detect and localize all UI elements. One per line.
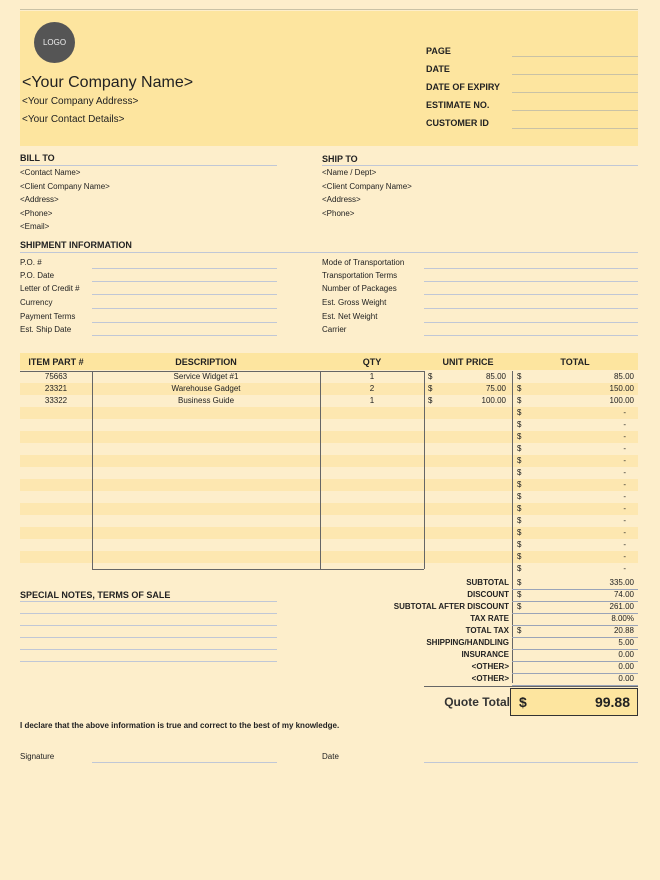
- shipment-input[interactable]: [92, 335, 277, 336]
- totals-value: 0.00: [618, 674, 634, 683]
- notes-line-3[interactable]: [20, 625, 277, 626]
- totals-value: 0.00: [618, 650, 634, 659]
- item-total: -: [623, 456, 626, 465]
- field-page-input[interactable]: [512, 56, 638, 57]
- item-price-currency: $: [428, 384, 433, 393]
- bill-to-title: BILL TO: [20, 153, 55, 163]
- item-total-currency: $: [517, 468, 522, 477]
- col-unit-price: UNIT PRICE: [442, 357, 494, 367]
- totals-label: TOTAL TAX: [465, 626, 509, 635]
- field-customer-input[interactable]: [512, 128, 638, 129]
- ship-to-title: SHIP TO: [322, 154, 358, 164]
- item-total: -: [623, 564, 626, 573]
- item-unit-price: 75.00: [485, 384, 506, 393]
- logo-placeholder: LOGO: [34, 22, 75, 63]
- totals-value: 335.00: [609, 578, 634, 587]
- table-bottom-rule: [92, 569, 424, 570]
- totals-value: 261.00: [609, 602, 634, 611]
- item-total-currency: $: [517, 384, 522, 393]
- item-total: -: [623, 504, 626, 513]
- item-part: 33322: [44, 396, 68, 405]
- item-total-currency: $: [517, 372, 522, 381]
- ship-to-phone: <Phone>: [322, 209, 355, 218]
- item-unit-price: 85.00: [485, 372, 506, 381]
- item-total-currency: $: [517, 480, 522, 489]
- item-qty: 1: [369, 372, 375, 381]
- quote-total-top-rule: [424, 686, 638, 687]
- table-top-rule: [20, 371, 424, 372]
- item-total: -: [623, 480, 626, 489]
- shipment-label: Letter of Credit #: [20, 284, 80, 293]
- item-total-currency: $: [517, 564, 522, 573]
- column-divider: [320, 371, 321, 569]
- item-part: 75663: [44, 372, 68, 381]
- item-total: -: [623, 552, 626, 561]
- col-part: ITEM PART #: [28, 357, 84, 367]
- field-estimate-label: ESTIMATE NO.: [426, 100, 490, 110]
- bill-to-phone: <Phone>: [20, 209, 53, 218]
- item-total: -: [623, 516, 626, 525]
- shipment-input[interactable]: [424, 294, 638, 295]
- totals-label: DISCOUNT: [467, 590, 509, 599]
- totals-label: <OTHER>: [471, 662, 509, 671]
- shipment-title: SHIPMENT INFORMATION: [20, 240, 132, 250]
- totals-currency: $: [517, 578, 522, 587]
- company-address: <Your Company Address>: [22, 96, 139, 107]
- field-estimate-input[interactable]: [512, 110, 638, 111]
- notes-line-4[interactable]: [20, 637, 277, 638]
- totals-currency: $: [517, 590, 522, 599]
- totals-label: SUBTOTAL: [466, 578, 509, 587]
- col-description: DESCRIPTION: [175, 357, 237, 367]
- item-price-currency: $: [428, 396, 433, 405]
- item-description: Service Widget #1: [173, 372, 239, 381]
- totals-currency: $: [517, 626, 522, 635]
- item-qty: 2: [369, 384, 375, 393]
- notes-line-2[interactable]: [20, 613, 277, 614]
- shipment-input[interactable]: [92, 281, 277, 282]
- shipment-label: P.O. Date: [20, 271, 55, 280]
- item-total: 85.00: [613, 372, 634, 381]
- totals-label: <OTHER>: [471, 674, 509, 683]
- date-line[interactable]: [424, 762, 638, 763]
- item-total-currency: $: [517, 492, 522, 501]
- col-total: TOTAL: [560, 357, 590, 367]
- ship-to-address: <Address>: [322, 195, 361, 204]
- table-header: [20, 353, 638, 370]
- table-row: [20, 407, 638, 419]
- item-total: -: [623, 408, 626, 417]
- notes-line-5[interactable]: [20, 649, 277, 650]
- shipment-label: Carrier: [322, 325, 347, 334]
- item-total-currency: $: [517, 456, 522, 465]
- item-total: -: [623, 492, 626, 501]
- bill-to-address: <Address>: [20, 195, 59, 204]
- quote-total-currency: $: [519, 694, 527, 710]
- table-row: [20, 443, 638, 455]
- field-customer-label: CUSTOMER ID: [426, 118, 489, 128]
- shipment-input[interactable]: [424, 281, 638, 282]
- table-row: [20, 467, 638, 479]
- item-qty: 1: [369, 396, 375, 405]
- shipment-label: Payment Terms: [20, 312, 76, 321]
- field-date-label: DATE: [426, 64, 450, 74]
- table-row: [20, 383, 638, 395]
- col-qty: QTY: [362, 357, 382, 367]
- quote-total-value: 99.88: [594, 694, 630, 710]
- table-row: [20, 395, 638, 407]
- item-total-currency: $: [517, 552, 522, 561]
- bill-to-contact: <Contact Name>: [20, 168, 81, 177]
- shipment-input[interactable]: [424, 322, 638, 323]
- item-total: 150.00: [609, 384, 634, 393]
- item-total-currency: $: [517, 540, 522, 549]
- shipment-input[interactable]: [92, 308, 277, 309]
- item-total-currency: $: [517, 408, 522, 417]
- table-row: [20, 515, 638, 527]
- totals-label: SUBTOTAL AFTER DISCOUNT: [393, 602, 509, 611]
- line-items: [20, 371, 638, 579]
- shipment-input[interactable]: [424, 268, 638, 269]
- item-total-currency: $: [517, 432, 522, 441]
- table-row: [20, 455, 638, 467]
- table-row: [20, 491, 638, 503]
- field-date-input[interactable]: [512, 74, 638, 75]
- table-row: [20, 371, 638, 383]
- item-description: Business Guide: [177, 396, 235, 405]
- shipment-label: Transportation Terms: [322, 271, 398, 280]
- item-total-currency: $: [517, 516, 522, 525]
- field-page-label: PAGE: [426, 46, 451, 56]
- bill-to-rule: [20, 165, 277, 166]
- field-expiry-input[interactable]: [512, 92, 638, 93]
- shipment-input[interactable]: [424, 308, 638, 309]
- shipment-input[interactable]: [92, 294, 277, 295]
- totals-value: 74.00: [613, 590, 634, 599]
- item-total: -: [623, 432, 626, 441]
- notes-line-1[interactable]: [20, 601, 277, 602]
- totals-value: 20.88: [613, 626, 634, 635]
- item-price-currency: $: [428, 372, 433, 381]
- signature-label: Signature: [20, 752, 55, 761]
- shipment-label: Mode of Transportation: [322, 258, 405, 267]
- shipment-input[interactable]: [424, 335, 638, 336]
- quote-total-label: Quote Total: [444, 695, 510, 709]
- table-row: [20, 431, 638, 443]
- table-row: [20, 479, 638, 491]
- shipment-label: Est. Ship Date: [20, 325, 72, 334]
- table-row: [20, 539, 638, 551]
- signature-line[interactable]: [92, 762, 277, 763]
- ship-to-name: <Name / Dept>: [322, 168, 377, 177]
- item-total-currency: $: [517, 528, 522, 537]
- shipment-label: Currency: [20, 298, 53, 307]
- table-row: [20, 527, 638, 539]
- shipment-input[interactable]: [92, 322, 277, 323]
- item-total: -: [623, 528, 626, 537]
- table-row: [20, 551, 638, 563]
- contact-details: <Your Contact Details>: [22, 114, 125, 125]
- company-name: <Your Company Name>: [22, 74, 194, 91]
- item-total-currency: $: [517, 420, 522, 429]
- shipment-rule: [20, 252, 638, 253]
- bill-to-email: <Email>: [20, 222, 50, 231]
- top-rule: [20, 9, 638, 10]
- totals-value: 5.00: [618, 638, 634, 647]
- totals-label: INSURANCE: [461, 650, 509, 659]
- item-total: -: [623, 420, 626, 429]
- item-total: -: [623, 444, 626, 453]
- ship-to-rule: [322, 165, 638, 166]
- table-row: [20, 419, 638, 431]
- shipment-label: Est. Net Weight: [322, 312, 378, 321]
- totals-value: 0.00: [618, 662, 634, 671]
- shipment-label: P.O. #: [20, 258, 42, 267]
- totals-label: TAX RATE: [470, 614, 509, 623]
- table-row: [20, 503, 638, 515]
- shipment-label: Number of Packages: [322, 284, 397, 293]
- shipment-label: Est. Gross Weight: [322, 298, 387, 307]
- totals-value: 8.00%: [611, 614, 634, 623]
- shipment-input[interactable]: [92, 268, 277, 269]
- item-unit-price: 100.00: [481, 396, 506, 405]
- notes-title: SPECIAL NOTES, TERMS OF SALE: [20, 590, 171, 600]
- item-total: 100.00: [609, 396, 634, 405]
- item-total: -: [623, 540, 626, 549]
- column-divider: [92, 371, 93, 569]
- bill-to-company: <Client Company Name>: [20, 182, 110, 191]
- ship-to-company: <Client Company Name>: [322, 182, 412, 191]
- item-total-currency: $: [517, 504, 522, 513]
- totals-label: SHIPPING/HANDLING: [426, 638, 509, 647]
- field-expiry-label: DATE OF EXPIRY: [426, 82, 501, 92]
- declaration-text: I declare that the above information is true and correct to the best of my knowledge.: [20, 721, 340, 730]
- item-total-currency: $: [517, 444, 522, 453]
- item-total: -: [623, 468, 626, 477]
- date-label: Date: [322, 752, 339, 761]
- column-divider: [424, 371, 425, 569]
- item-description: Warehouse Gadget: [171, 384, 241, 393]
- notes-line-6[interactable]: [20, 661, 277, 662]
- item-part: 23321: [44, 384, 68, 393]
- totals-currency: $: [517, 602, 522, 611]
- item-total-currency: $: [517, 396, 522, 405]
